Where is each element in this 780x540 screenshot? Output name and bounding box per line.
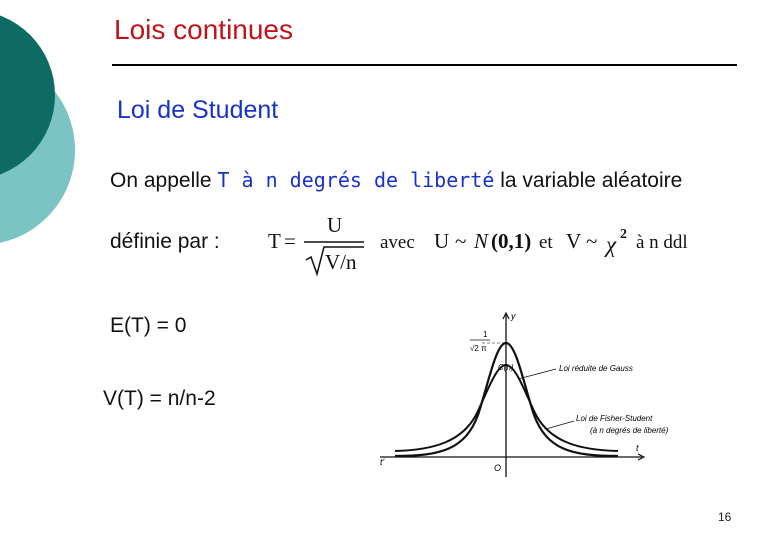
formula-chi-exp: 2 bbox=[620, 227, 627, 242]
slide-title: Lois continues bbox=[114, 14, 294, 45]
page-number: 16 bbox=[718, 510, 732, 524]
title-divider bbox=[112, 64, 737, 66]
x-axis-label: t bbox=[636, 443, 639, 453]
student-label-1: Loi de Fisher-Student bbox=[576, 414, 653, 423]
definition-line bbox=[110, 168, 682, 193]
formula-sim-2: ~ bbox=[586, 229, 598, 253]
formula-chi: χ bbox=[606, 232, 617, 257]
gauss-pointer bbox=[518, 369, 556, 379]
peak-tick-top: 1 bbox=[483, 330, 488, 339]
definition-suffix: la variable aléatoire bbox=[494, 169, 683, 192]
expectation-text: E(T) = 0 bbox=[110, 314, 187, 337]
origin-label: O bbox=[494, 463, 502, 473]
decorative-circles bbox=[0, 0, 120, 300]
formula-lhs: T bbox=[268, 229, 281, 253]
cn-label: C(n) bbox=[498, 363, 514, 372]
definition-prefix: On appelle bbox=[110, 169, 218, 192]
formula-denominator: V/n bbox=[325, 250, 357, 274]
formula-avec: avec bbox=[380, 232, 415, 253]
formula-normal-params: (0,1) bbox=[491, 229, 532, 253]
formula-eq: = bbox=[284, 229, 296, 253]
student-pointer bbox=[546, 421, 574, 429]
definition-highlight: T à n degrés de liberté bbox=[217, 168, 495, 192]
slide-subtitle: Loi de Student bbox=[117, 96, 279, 124]
variance-text: V(T) = n/n-2 bbox=[103, 387, 216, 410]
density-graph bbox=[370, 305, 715, 490]
left-axis-label: t' bbox=[380, 457, 385, 467]
student-label-2: (à n degrés de liberté) bbox=[590, 426, 669, 435]
formula-et: et bbox=[539, 232, 553, 253]
gauss-label: Loi réduite de Gauss bbox=[559, 364, 633, 373]
student-formula bbox=[262, 212, 712, 282]
y-axis-label: y bbox=[511, 311, 516, 321]
formula-numerator: U bbox=[327, 213, 343, 237]
formula-v: V bbox=[566, 229, 582, 253]
formula-u: U bbox=[434, 229, 450, 253]
formula-normal: N bbox=[474, 229, 489, 253]
formula-sim-1: ~ bbox=[455, 229, 467, 253]
formula-ddl: à n ddl bbox=[636, 232, 688, 253]
peak-tick-bottom: √2 π bbox=[470, 344, 487, 353]
defined-by-label: définie par : bbox=[110, 230, 220, 253]
